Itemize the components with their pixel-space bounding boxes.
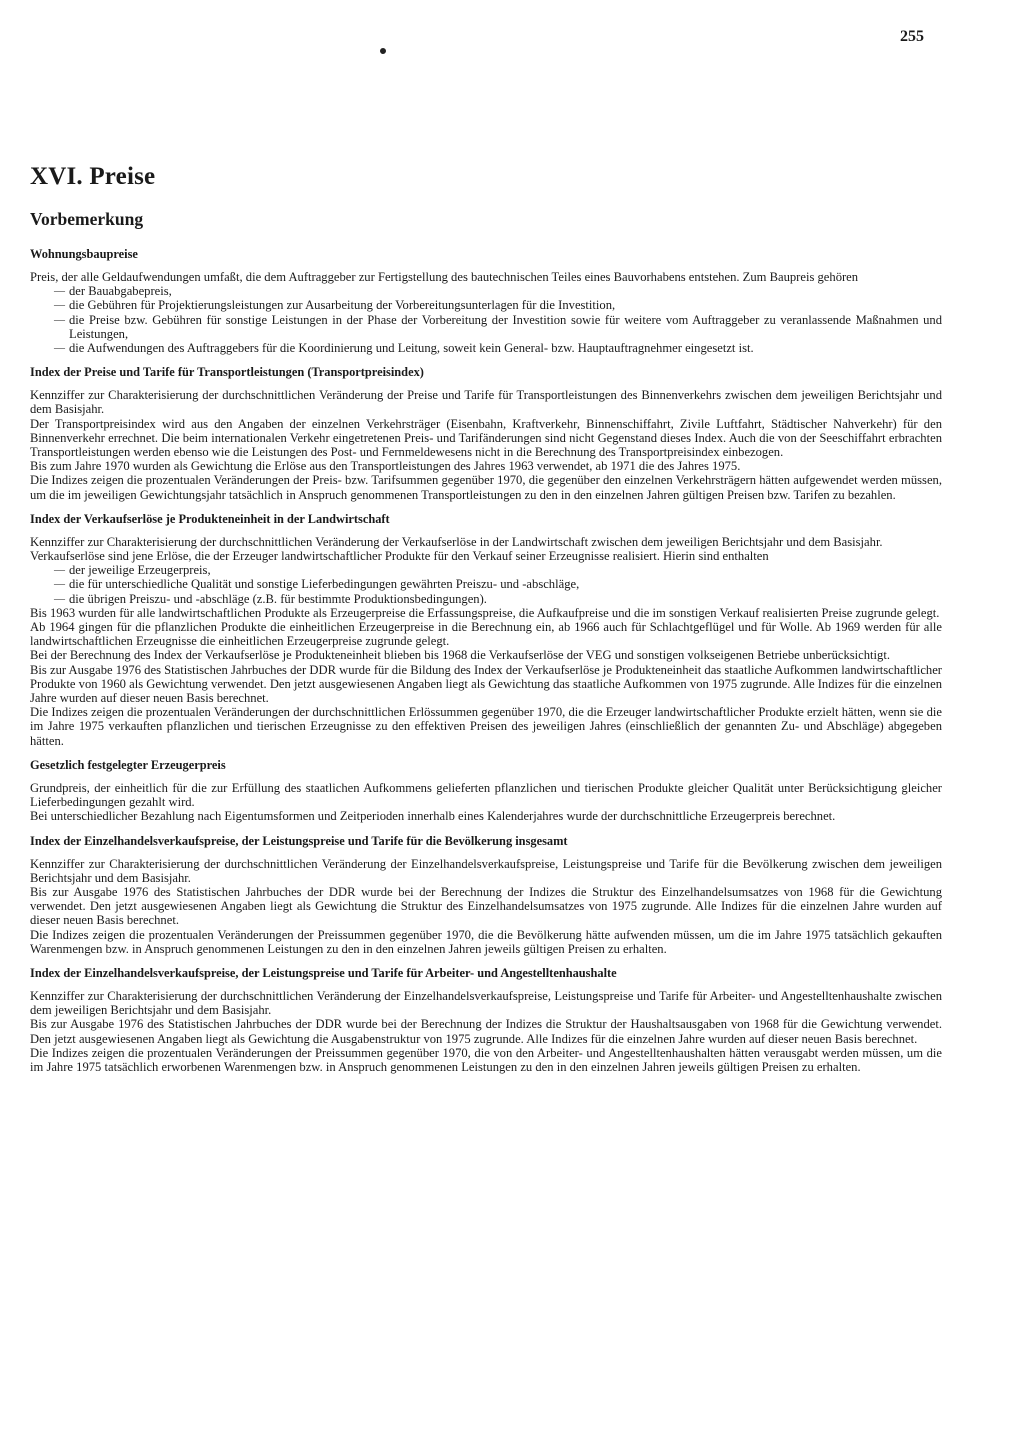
list-item: — die Aufwendungen des Auftraggebers für die Koordinierung und Leitung, soweit kein General- bzw. Hauptauftragnehmer eingesetzt ist.	[56, 341, 942, 355]
preliminary-remarks-heading: Vorbemerkung	[30, 209, 144, 229]
paragraph: Ab 1964 gingen für die pflanzlichen Produkte die einheitlichen Erzeugerpreise in die Berechnung ein, ab 1966 auch für Schlachtgeflügel und für Wolle. Ab 1969 werden für alle landwirtschaftlichen Erzeugnisse die einheitlichen Erzeugerpreise zugrunde gelegt.	[30, 620, 942, 649]
paragraph: Die Indizes zeigen die prozentualen Veränderungen der Preis- bzw. Tarifsummen gegenüber 1970, die gegenüber den einzelnen Verkehrsträgern hätten aufgewendet werden müssen, um die im jeweiligen Gewichtungsjahr tatsächlich in Anspruch genommenen Transportleistungen zu den in den einzelnen Jahren gültigen Preisen bzw. Tarifen zu bezahlen.	[30, 473, 942, 502]
list-item: — die Gebühren für Projektierungsleistungen zur Ausarbeitung der Vorbereitungsunterlagen für die Investition,	[56, 298, 942, 312]
section	[30, 247, 942, 355]
sections-container	[30, 247, 942, 1074]
list-item: — die für unterschiedliche Qualität und sonstige Lieferbedingungen gewährten Preiszu- und -abschläge,	[56, 577, 942, 591]
paragraph: Kennziffer zur Charakterisierung der durchschnittlichen Veränderung der Einzelhandelsverkaufspreise, Leistungspreise und Tarife für die Bevölkerung zwischen dem jeweiligen Berichtsjahr und dem Basisjahr.	[30, 856, 942, 885]
paragraph: Grundpreis, der einheitlich für die zur Erfüllung des staatlichen Aufkommens gelieferten pflanzlichen und tierischen Produkte gleicher Qualität unter Berücksichtigung gleicher Lieferbedingungen gezahlt wird.	[30, 780, 942, 810]
paragraph: Kennziffer zur Charakterisierung der durchschnittlichen Veränderung der Einzelhandelsverkaufspreise, Leistungspreise und Tarife für Arbeiter- und Angestelltenhaushalte zwischen dem jeweiligen Berichtsjahr und dem Basisjahr.	[30, 988, 942, 1018]
list-item: — der jeweilige Erzeugerpreis,	[56, 563, 942, 577]
paragraph: Die Indizes zeigen die prozentualen Veränderungen der Preissummen gegenüber 1970, die von den Arbeiter- und Angestelltenhaushalten hätten verausgabt werden müssen, um die im Jahre 1975 tatsächlich erworbenen Warenmengen bzw. in Anspruch genommenen Leistungen zu den in den einzelnen Jahren jeweils gültigen Preisen zu erhalten.	[30, 1045, 942, 1074]
section	[30, 365, 942, 502]
paragraph: Verkaufserlöse sind jene Erlöse, die der Erzeuger landwirtschaftlicher Produkte für den Verkauf seiner Erzeugnisse realisiert. Hierin sind enthalten	[30, 549, 769, 564]
paragraph: Bis zum Jahre 1970 wurden als Gewichtung die Erlöse aus den Transportleistungen des Jahres 1963 verwendet, ab 1971 die des Jahres 1975.	[30, 459, 741, 474]
paragraph: Bis 1963 wurden für alle landwirtschaftlichen Produkte als Erzeugerpreise die Erfassungspreise, die Aufkaufpreise und die im sonstigen Verkauf realisierten Preise zugrunde gelegt.	[30, 605, 940, 620]
paragraph: Bei der Berechnung des Index der Verkaufserlöse je Produkteneinheit blieben bis 1968 die Verkaufserlöse der VEG und sonstigen volkseigenen Betriebe unberücksichtigt.	[30, 648, 890, 663]
section-heading: Index der Preise und Tarife für Transportleistungen (Transportpreisindex)	[30, 365, 424, 380]
dash-list	[30, 563, 942, 606]
section	[30, 834, 942, 956]
section	[30, 512, 942, 748]
paragraph: Bis zur Ausgabe 1976 des Statistischen Jahrbuches der DDR wurde für die Bildung des Index der Verkaufserlöse je Produkteneinheit das staatliche Aufkommen landwirtschaftlicher Produkte von 1960 als Gewichtung verwendet. Den jetzt ausgewiesenen Angaben liegt als Gewichtung das staatliche Aufkommen von 1975 zugrunde. Alle Indizes für die einzelnen Jahre wurden auf dieser neuen Basis berechnet.	[30, 662, 942, 706]
paragraph: Der Transportpreisindex wird aus den Angaben der einzelnen Verkehrsträger (Eisenbahn, Kraftverkehr, Binnenschiffahrt, Zivile Luftfahrt, Städtischer Nahverkehr) für den Binnenverkehr errechnet. Die beim internationalen Verkehr eingetretenen Preis- und Tarifänderungen sind nicht Gegenstand dieses Index. Auch die von der Seeschiffahrt erbrachten Transportleistungen werden ebenso wie die Leistungen des Post- und Fernmeldewesens nicht in die Berechnung des Transportpreisindex einbezogen.	[30, 416, 942, 460]
paragraph: Kennziffer zur Charakterisierung der durchschnittlichen Veränderung der Preise und Tarife für Transportleistungen des Binnenverkehrs zwischen dem jeweiligen Berichtsjahr und dem Basisjahr.	[30, 388, 942, 417]
section	[30, 966, 942, 1074]
section-heading: Index der Einzelhandelsverkaufspreise, der Leistungspreise und Tarife für die Bevölkerung insgesamt	[30, 833, 568, 848]
section	[30, 758, 942, 824]
page-number: 255	[900, 28, 924, 45]
paragraph: Die Indizes zeigen die prozentualen Veränderungen der Preissummen gegenüber 1970, die die Bevölkerung hätte aufwenden müssen, um die im Jahre 1975 tatsächlich gekauften Warenmengen bzw. in Anspruch genommenen Leistungen zu den in den einzelnen Jahren jeweils gültigen Preisen zu erhalten.	[30, 927, 942, 956]
paragraph: Preis, der alle Geldaufwendungen umfaßt, die dem Auftraggeber zur Fertigstellung des bautechnischen Teiles eines Bauvorhabens entstehen. Zum Baupreis gehören	[30, 270, 859, 284]
section-heading: Wohnungsbaupreise	[30, 247, 138, 261]
paragraph: Bei unterschiedlicher Bezahlung nach Eigentumsformen und Zeitperioden innerhalb eines Kalenderjahres wurde der durchschnittliche Erzeugerpreis berechnet.	[30, 809, 836, 824]
section-heading: Index der Verkaufserlöse je Produkteneinheit in der Landwirtschaft	[30, 511, 390, 526]
page-content	[30, 163, 942, 1084]
list-item: — die übrigen Preiszu- und -abschläge (z.B. für bestimmte Produktionsbedingungen).	[56, 592, 942, 606]
chapter-title: XVI. Preise	[30, 163, 156, 190]
paragraph: Bis zur Ausgabe 1976 des Statistischen Jahrbuches der DDR wurde bei der Berechnung der Indizes die Struktur des Einzelhandelsumsatzes von 1968 für die Gewichtung verwendet. Den jetzt ausgewiesenen Angaben liegt als Gewichtung die Struktur des Einzelhandelsumsatzes von 1975 zugrunde. Alle Indizes für die einzelnen Jahre wurden auf dieser neuen Basis berechnet.	[30, 884, 942, 928]
section-heading: Gesetzlich festgelegter Erzeugerpreis	[30, 757, 226, 772]
list-item: — der Bauabgabepreis,	[56, 284, 942, 298]
list-item: — die Preise bzw. Gebühren für sonstige Leistungen in der Phase der Vorbereitung der Investition sowie für weitere vom Auftraggeber zu veranlassende Maßnahmen und Leistungen,	[56, 313, 942, 341]
section-heading: Index der Einzelhandelsverkaufspreise, der Leistungspreise und Tarife für Arbeiter- und Angestelltenhaushalte	[30, 965, 617, 980]
paragraph: Bis zur Ausgabe 1976 des Statistischen Jahrbuches der DDR wurde bei der Berechnung der Indizes die Struktur der Haushaltsausgaben von 1968 für die Gewichtung verwendet. Den jetzt ausgewiesenen Angaben liegt als Gewichtung die Ausgabenstruktur von 1975 zugrunde. Alle Indizes für die einzelnen Jahre wurden auf dieser neuen Basis berechnet.	[30, 1017, 942, 1046]
paragraph: Kennziffer zur Charakterisierung der durchschnittlichen Veränderung der Verkaufserlöse in der Landwirtschaft zwischen dem jeweiligen Berichtsjahr und dem Basisjahr.	[30, 534, 883, 549]
scan-speck	[380, 48, 386, 54]
paragraph: Die Indizes zeigen die prozentualen Veränderungen der durchschnittlichen Erlössummen gegenüber 1970, die die Erzeuger landwirtschaftlicher Produkte erzielt hätten, wenn sie die im Jahre 1975 verkauften pflanzlichen und tierischen Erzeugnisse zu den effektiven Preisen des jeweiligen Jahres (einschließlich der genannten Zu- und Abschläge) abgegeben hätten.	[30, 705, 942, 748]
dash-list	[30, 284, 942, 355]
